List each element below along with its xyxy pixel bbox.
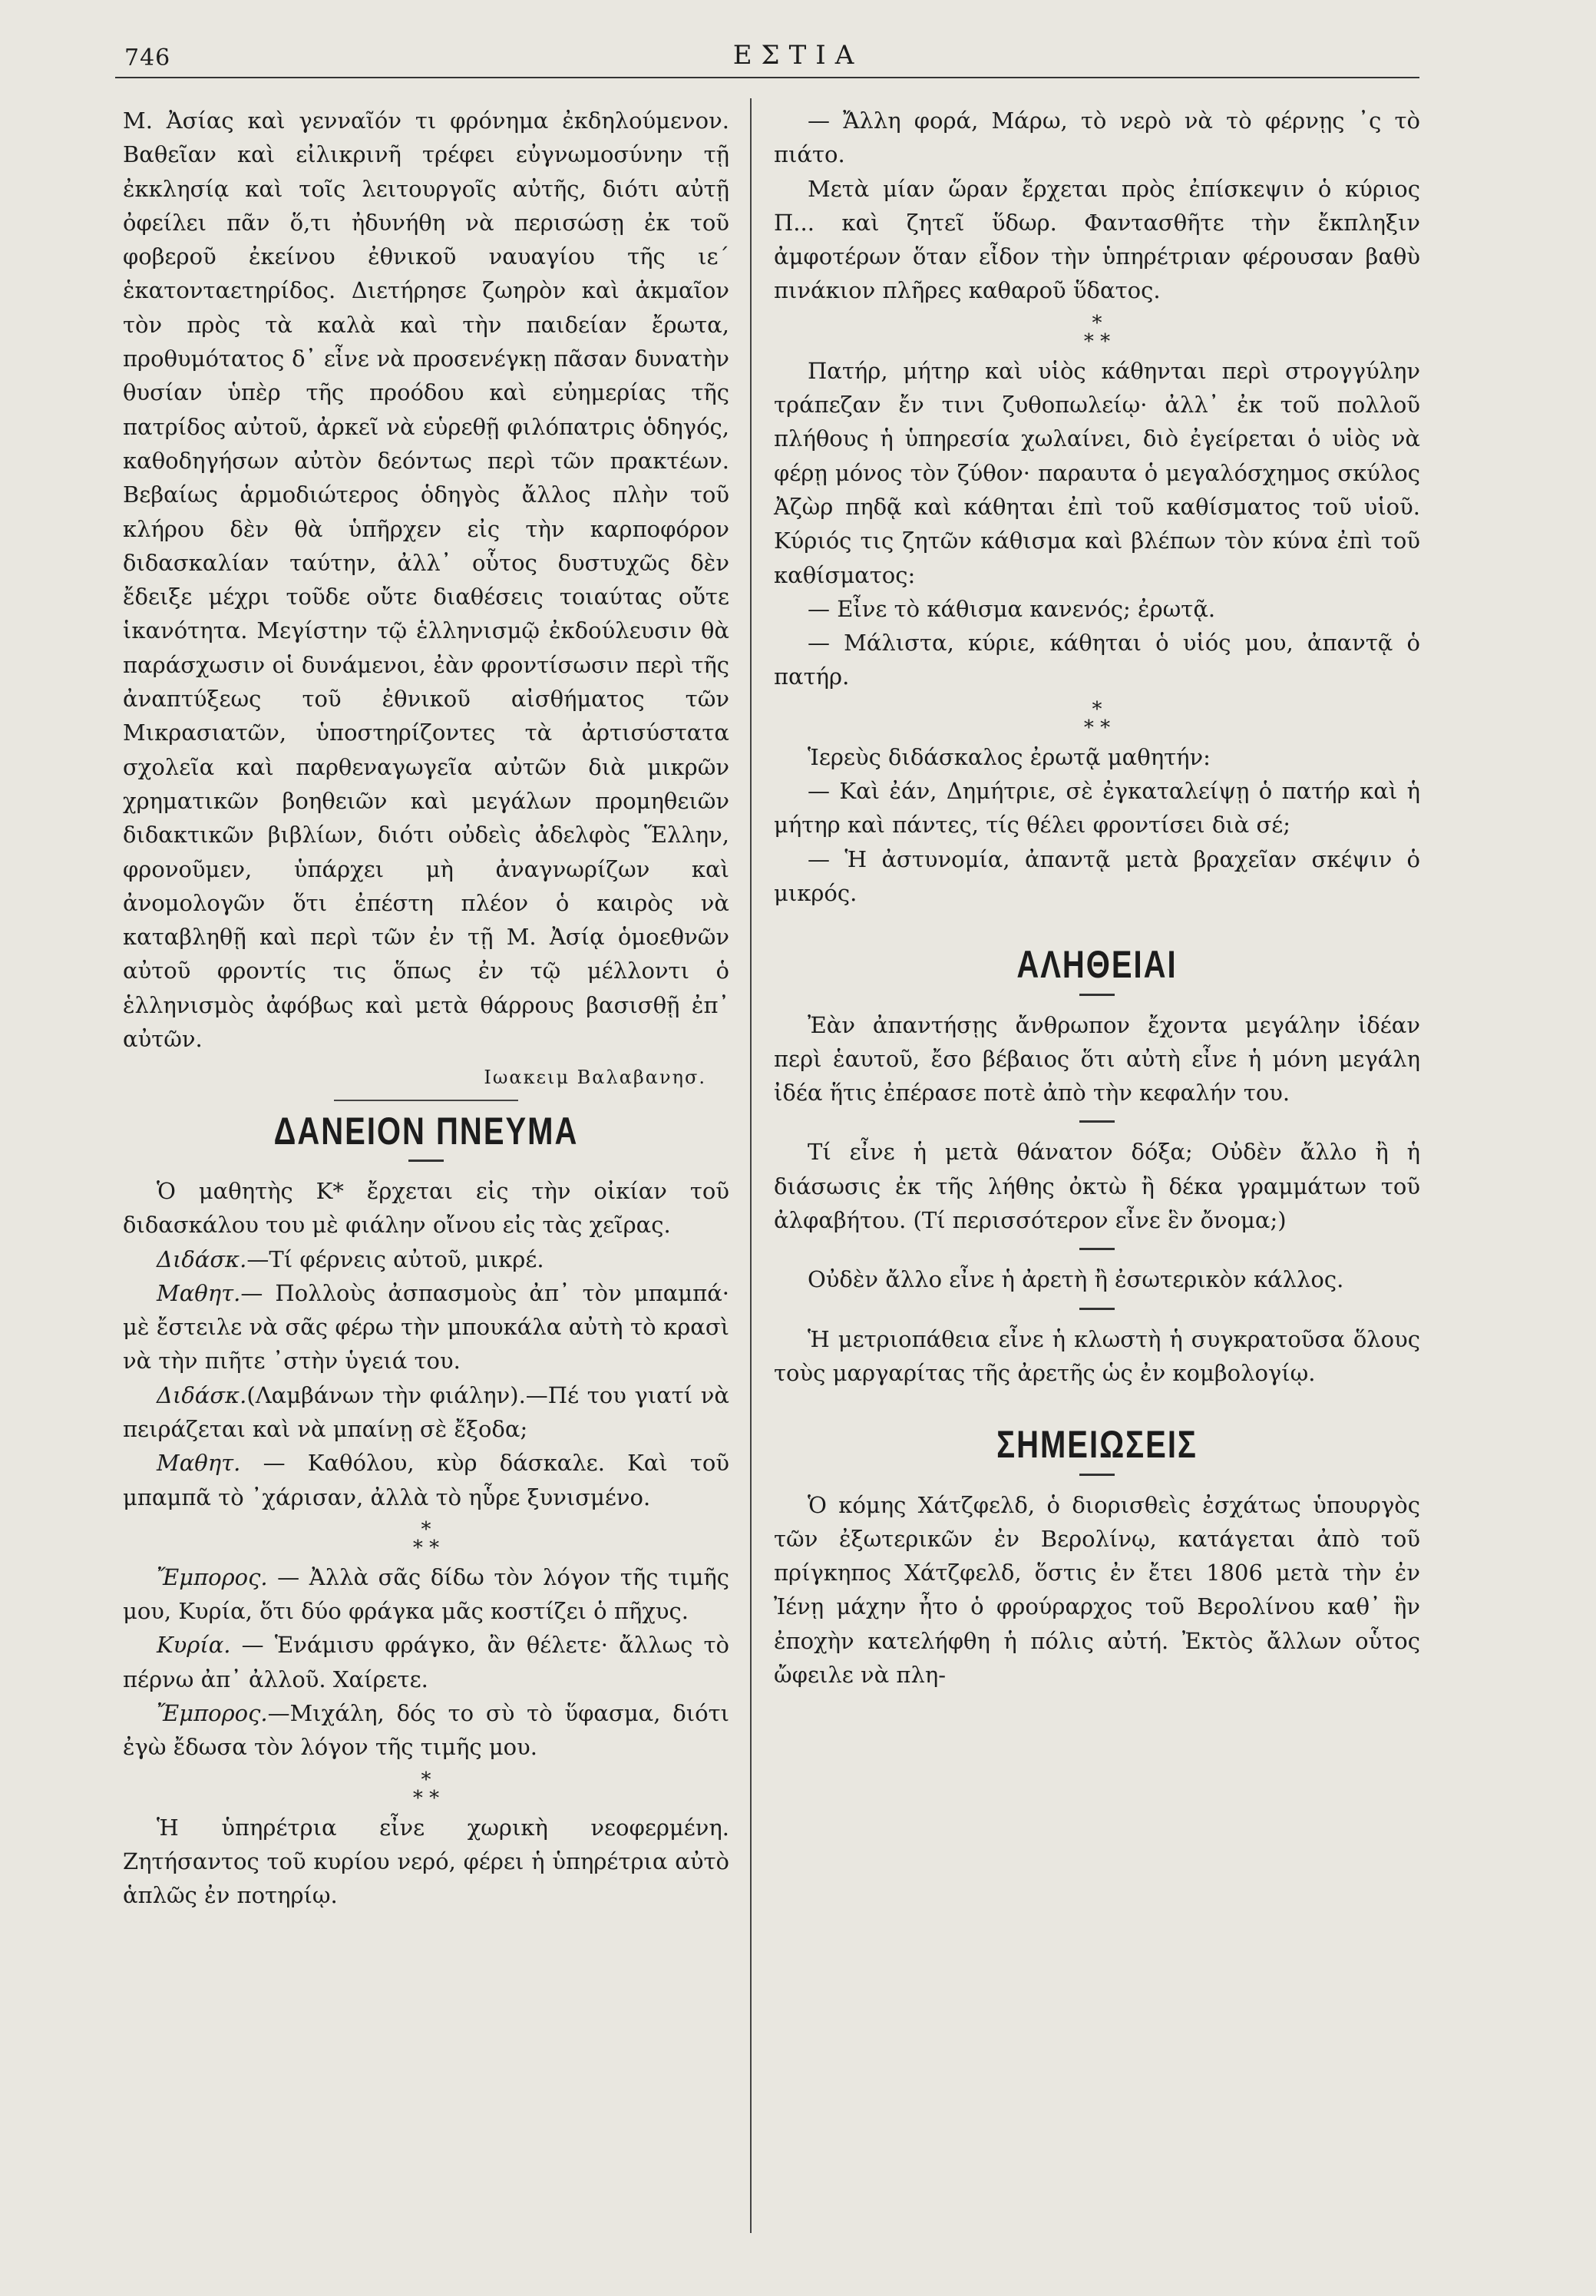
aphorism-dash <box>1079 1248 1115 1250</box>
section-title-alitheiai: ΑΛΗΘΕΙΑΙ <box>1016 944 1178 987</box>
separator-asterism: * * * <box>1083 311 1111 353</box>
speaker-label: Διδάσκ. <box>157 1246 247 1272</box>
section-rule <box>334 1100 518 1101</box>
speaker-label: Μαθητ. <box>157 1279 241 1306</box>
spacer <box>774 1390 1420 1421</box>
running-title: ΕΣΤΙΑ <box>732 40 864 71</box>
dialogue-text: —Τί φέρνεις αὐτοῦ, μικρέ. <box>246 1246 544 1272</box>
article-ending-paragraph: Μ. Ἀσίας καὶ γενναῖόν τι φρόνημα ἐκδηλούμενον. Βαθεῖαν καὶ εἰλικρινῆ τρέφει εὐγνωμοσύνην τῇ ἐκκλησίᾳ καὶ τοῖς λειτουργοῖς αὐτῆς, διότι αὐτῇ ὀφείλει πᾶν ὅ,τι ἠδυνήθη νὰ περισώσῃ ἐκ τοῦ φοβεροῦ ἐκείνου ἐθνικοῦ ναυαγίου τῆς ιε΄ ἑκατονταετηρίδος. Διετήρησε ζωηρὸν καὶ ἀκμαῖον τὸν πρὸς τὰ καλὰ καὶ τὴν παιδείαν ἔρωτα, προθυμότατος δ᾽ εἶνε νὰ προσενέγκῃ πᾶσαν δυνατὴν θυσίαν ὑπὲρ τῆς προόδου καὶ εὐημερίας τῆς πατρίδος αὐτοῦ, ἀρκεῖ νὰ εὑρεθῇ φιλόπατρις ὁδηγός, καθοδηγήσων αὐτὸν δεόντως περὶ τῶν πρακτέων. Βεβαίως ἁρμοδιώτερος ὁδηγὸς ἄλλος πλὴν τοῦ κλήρου δὲν θὰ ὑπῆρχεν εἰς τὴν καρποφόρον διδασκαλίαν ταύτην, ἀλλ᾽ οὗτος δυστυχῶς δὲν ἔδειξε μέχρι τοῦδε οὔτε διαθέσεις τοιαύτας οὔτε ἱκανότητα. Μεγίστην τῷ ἑλληνισμῷ ἐκδούλευσιν θὰ παράσχωσιν οἱ δυνάμενοι, ἐὰν φροντίσωσιν περὶ τῆς ἀναπτύξεως τοῦ ἐθνικοῦ αἰσθήματος τῶν Μικρασιατῶν, ὑποστηρίζοντες τὰ ἀρτισύστατα σχολεῖα καὶ παρθεναγωγεῖα αὐτῶν διὰ μικρῶν χρηματικῶν βοηθειῶν καὶ μεγάλων προμηθειῶν διδακτικῶν βιβλίων, διότι οὐδεὶς ἀδελφὸς Ἕλλην, φρονοῦμεν, ὑπάρχει μὴ ἀναγνωρίζων καὶ ἀνομολογῶν ὅτι ἐπέστη πλέον ὁ καιρὸς νὰ καταβληθῇ καὶ περὶ τῶν ἐν τῇ Μ. Ἀσίᾳ ὁμοεθνῶν αὐτοῦ φροντίς τις ὅπως ἐν τῷ μέλλοντι ὁ ἑλληνισμὸς ἀφόβως καὶ μετὰ θάρρους βασισθῇ ἐπ᾽ αὐτῶν. <box>123 108 729 1053</box>
anecdote-paragraph: Μετὰ μίαν ὥραν ἔρχεται πρὸς ἐπίσκεψιν ὁ κύριος Π... καὶ ζητεῖ ὕδωρ. Φαντασθῆτε τὴν ἔκπληξιν ἀμφοτέρων ὅταν εἶδον τὴν ὑπηρέτριαν φέρουσαν βαθὺ πινάκιον πλῆρες καθαροῦ ὕδατος. <box>774 175 1420 304</box>
anecdote-paragraph: Πατήρ, μήτηρ καὶ υἱὸς κάθηνται περὶ στρογγύλην τράπεζαν ἔν τινι ζυθοπωλείῳ· ἀλλ᾽ ἐκ τοῦ πολλοῦ πλήθους ἡ ὑπηρεσία χωλαίνει, διὸ ἐγείρεται ὁ υἱὸς νὰ φέρῃ μόνος τὸν ζύθον· παραυτα ὁ μεγαλόσχημος σκύλος Ἀζὼρ πηδᾷ καὶ κάθηται ἐπὶ τοῦ καθίσματος τοῦ υἱοῦ. Κύριός τις ζητῶν κάθισμα καὶ βλέπων τὸν κύνα ἐπὶ τοῦ καθίσματος: <box>774 357 1420 588</box>
speaker-label: Ἔμπορος. <box>157 1563 268 1590</box>
note-paragraph: Ὁ κόμης Χάτζφελδ, ὁ διορισθεὶς ἐσχάτως ὑπουργὸς τῶν ἐξωτερικῶν ἐν Βερολίνῳ, κατάγεται ἀπὸ τοῦ πρίγκηπος Χάτζφελδ, ὅστις ἐν ἔτει 1806 μετὰ τὴν ἐν Ἰένῃ μάχην ἦτο ὁ φρούραρχος τοῦ Βερολίνου καθ᾽ ἣν ἐποχὴν κατελήφθη ἡ πόλις αὐτή. Ἐκτὸς ἄλλων οὗτος ὤφειλε νὰ πλη- <box>774 1491 1420 1688</box>
spacer <box>774 910 1420 941</box>
speaker-label: Ἔμπορος. <box>157 1700 268 1727</box>
anecdote-paragraph: Ἡ ὑπηρέτρια εἶνε χωρικὴ νεοφερμένη. Ζητήσαντος τοῦ κυρίου νερό, φέρει ἡ ὑπηρέτρια αὐτὸ ἁπλῶς ἐν ποτηρίῳ. <box>123 1814 729 1909</box>
aphorism-paragraph: Ἐὰν ἀπαντήσῃς ἄνθρωπον ἔχοντα μεγάλην ἰδέαν περὶ ἑαυτοῦ, ἔσο βέβαιος ὅτι αὐτὴ εἶνε ἡ μόνη μεγάλη ἰδέα ἥτις ἐπέρασε ποτὲ ἀπὸ τὴν κεφαλήν του. <box>774 1011 1420 1107</box>
dialogue-line: — Μάλιστα, κύριε, κάθηται ὁ υἱός μου, ἀπαντᾷ ὁ πατήρ. <box>774 630 1420 690</box>
dialogue-text: — Πολλοὺς ἀσπασμοὺς ἀπ᾽ τὸν μπαμπά· μὲ ἔστειλε νὰ σᾶς φέρω τὴν μπουκάλα αὐτὴ τὸ κρασὶ νὰ τὴν πιῆτε ᾽στὴν ὑγειά του. <box>123 1279 729 1375</box>
separator-asterism: * * * <box>1083 697 1111 739</box>
anecdote-paragraph: Ὁ μαθητὴς Κ* ἔρχεται εἰς τὴν οἰκίαν τοῦ διδασκάλου του μὲ φιάλην οἴνου εἰς τὰς χεῖρας. <box>123 1177 729 1239</box>
dialogue-line: — Ἡ ἀστυνομία, ἀπαντᾷ μετὰ βραχεῖαν σκέψιν ὁ μικρός. <box>774 845 1420 906</box>
aphorism-dash <box>1079 1308 1115 1310</box>
left-column <box>123 104 729 1913</box>
anecdote-paragraph: Ἱερεὺς διδάσκαλος ἐρωτᾷ μαθητήν: <box>808 743 1211 770</box>
right-column <box>774 104 1420 1692</box>
title-dash <box>1079 994 1115 996</box>
separator-asterism: * * * <box>412 1768 440 1810</box>
dialogue-text: — Ἀλλὰ σᾶς δίδω τὸν λόγον τῆς τιμῆς μου, Κυρία, ὅτι δύο φράγκα μᾶς κοστίζει ὁ πῆχυς. <box>123 1563 730 1625</box>
section-title-simeioseis: ΣΗΜΕΙΩΣΕΙΣ <box>996 1424 1198 1467</box>
column-divider <box>750 98 752 2233</box>
dialogue-line <box>123 1378 729 1447</box>
dialogue-text: (Λαμβάνων τὴν φιάλην).—Πέ του γιατί νὰ πειράζεται καὶ νὰ μπαίνῃ σὲ ἔξοδα; <box>123 1381 729 1442</box>
dialogue-line <box>123 1242 729 1276</box>
aphorism-paragraph: Ἡ μετριοπάθεια εἶνε ἡ κλωστὴ ἡ συγκρατοῦσα ὅλους τοὺς μαργαρίτας τῆς ἀρετῆς ὡς ἐν κομβολογίῳ. <box>774 1325 1420 1386</box>
dialogue-line <box>123 1696 729 1765</box>
dialogue-text: —Μιχάλη, δός το σὺ τὸ ὕφασμα, διότι ἐγὼ ἔδωσα τὸν λόγον τῆς τιμῆς μου. <box>123 1700 729 1761</box>
section-title-daneion-pneuma: ΔΑΝΕΙΟΝ ΠΝΕΥΜΑ <box>273 1110 579 1153</box>
dialogue-text: — Ἑνάμισυ φράγκο, ἂν θέλετε· ἄλλως τὸ πέρνω ἀπ᾽ ἀλλοῦ. Χαίρετε. <box>123 1632 730 1692</box>
header-rule <box>115 77 1419 78</box>
title-dash <box>408 1160 444 1162</box>
dialogue-text: — Καθόλου, κὺρ δάσκαλε. Καὶ τοῦ μπαμπᾶ τὸ ᾽χάρισαν, ἀλλὰ τὸ ηὗρε ξυνισμένο. <box>123 1450 730 1510</box>
aphorism-paragraph: Τί εἶνε ἡ μετὰ θάνατον δόξα; Οὐδὲν ἄλλο ἢ ἡ διάσωσις ἐκ τῆς λήθης ὀκτὼ ἢ δέκα γραμμάτων τοῦ ἀλφαβήτου. (Τί περισσότερον εἶνε ἓν ὄνομα;) <box>774 1139 1420 1234</box>
separator-asterism: * * * <box>412 1517 440 1560</box>
dialogue-line <box>123 1628 729 1696</box>
author-signature: Ιωακειμ Βαλαβανησ. <box>484 1067 706 1089</box>
page-number: 746 <box>124 45 171 71</box>
aphorism-dash <box>1079 1120 1115 1123</box>
title-dash <box>1079 1474 1115 1476</box>
speaker-label: Μαθητ. <box>157 1450 241 1477</box>
dialogue-line: — Εἶνε τὸ κάθισμα κανενός; ἐρωτᾷ. <box>808 595 1216 622</box>
dialogue-line <box>123 1276 729 1378</box>
aphorism-paragraph: Οὐδὲν ἄλλο εἶνε ἡ ἀρετὴ ἢ ἐσωτερικὸν κάλλος. <box>808 1266 1344 1293</box>
dialogue-line: — Καὶ ἐάν, Δημήτριε, σὲ ἐγκαταλείψῃ ὁ πατήρ καὶ ἡ μήτηρ καὶ πάντες, τίς θέλει φροντίσει διὰ σέ; <box>774 778 1420 839</box>
dialogue-line <box>123 1446 729 1514</box>
speaker-label: Κυρία. <box>157 1632 231 1659</box>
speaker-label: Διδάσκ. <box>157 1381 247 1408</box>
dialogue-line <box>123 1560 729 1629</box>
dialogue-line: — Ἄλλη φορά, Μάρω, τὸ νερὸ νὰ τὸ φέρνῃς ᾽ς τὸ πιάτο. <box>774 108 1420 168</box>
